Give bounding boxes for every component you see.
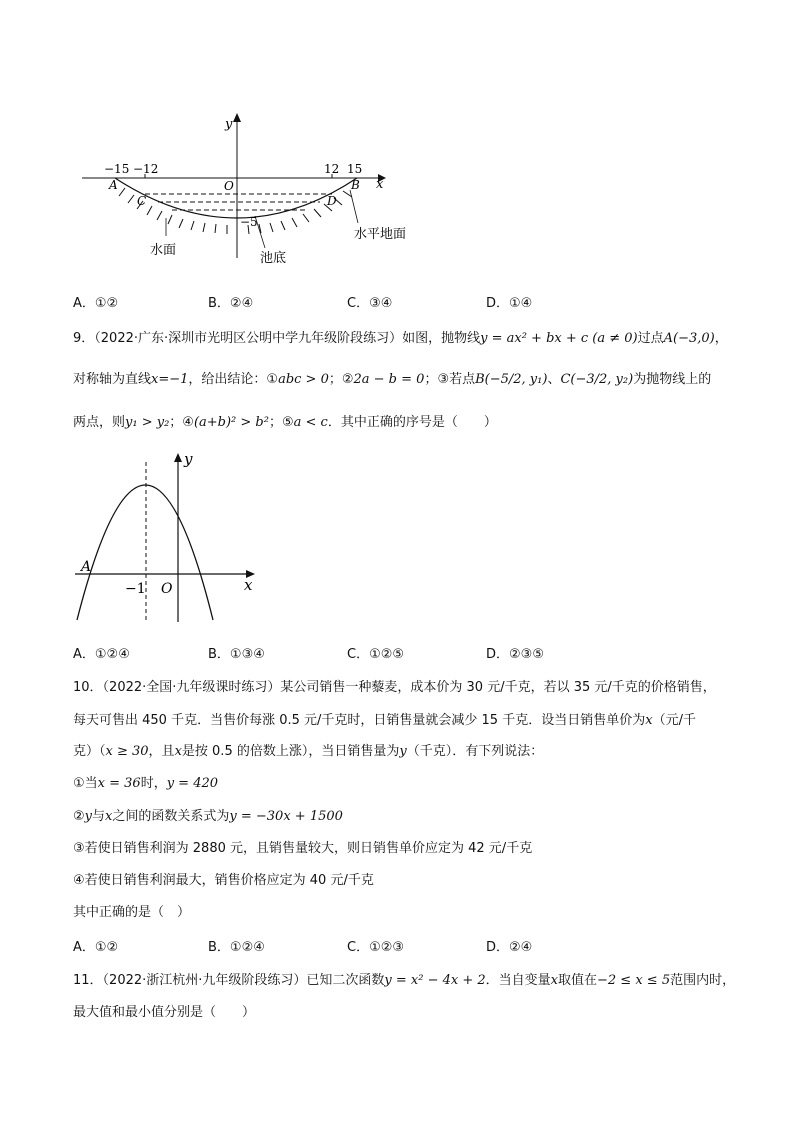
fig2-origin-label: O [161, 581, 173, 597]
q11-function: y = x² − 4x + 2 [384, 973, 486, 988]
fig2-neg1-label: −1 [125, 581, 146, 597]
tick-neg15: −15 [104, 162, 130, 176]
tick-pos12: 12 [324, 162, 340, 176]
ground-caption: 水平地面 [354, 227, 407, 242]
q10-ask: 其中正确的是（ ） [73, 905, 191, 920]
q9-line-1 [73, 330, 728, 348]
q9-text: ；③若点 [424, 372, 476, 387]
q9-text: ．其中正确的序号是（ ） [327, 415, 497, 430]
q9-point-b: B(−5/2, y₁) [475, 372, 548, 387]
parabola-figure [70, 450, 270, 628]
q9-option-b: B．①③④ [208, 647, 265, 662]
q9-conclusion-5: a < c [293, 415, 328, 430]
tick-neg12: −12 [133, 162, 159, 176]
q10-text: ，且 [148, 744, 175, 759]
q9-parabola-eq: y = ax² + bx + c (a ≠ 0) [480, 331, 638, 346]
q10-text: 时， [140, 776, 167, 791]
q9-option-d: D．②③⑤ [486, 647, 544, 662]
q9-point-a: A(−3,0) [663, 331, 715, 346]
y-axis-label: y [225, 117, 233, 132]
q8-option-d: D．①④ [486, 296, 533, 311]
q9-text: ；⑤ [268, 415, 294, 430]
q9-option-c: C．①②⑤ [347, 647, 405, 662]
q10-math: y = 420 [166, 776, 219, 791]
q8-option-c: C．③④ [347, 296, 393, 311]
q11-text: 取值在 [558, 973, 598, 988]
q9-conclusion-2: 2a − b = 0 [353, 372, 425, 387]
q10-text: 之间的函数关系式为 [112, 809, 230, 824]
q10-option-d: D．②④ [486, 940, 533, 955]
q9-text: ，给出结论：① [188, 372, 279, 387]
q9-text: 对称轴为直线 [73, 372, 152, 387]
q9-text: 为抛物线上的 [633, 372, 712, 387]
q9-text: 、 [547, 372, 561, 387]
q10-text: 每天可售出 450 千克．当售价每涨 0.5 元/千克时，日销售量就会减少 15 千克．设当日销售单价为 [73, 713, 646, 728]
q10-var-y: y [84, 809, 93, 824]
q10-var-y: y [399, 744, 407, 759]
q9-line-3 [73, 414, 497, 432]
q10-statement-1 [73, 775, 218, 793]
q9-conclusion-4: (a+b)² > b² [193, 415, 269, 430]
q11-text: 范围内时， [670, 973, 736, 988]
pool-figure [70, 108, 430, 268]
q8-option-b: B．②④ [208, 296, 254, 311]
fig2-point-a-label: A [81, 559, 92, 575]
q10-var-x: x [174, 744, 182, 759]
q10-var-x: x [645, 713, 653, 728]
q10-text: （元/千 [652, 713, 696, 728]
fig2-y-label: y [184, 450, 193, 468]
q10-statement-4: ④若使日销售利润最大，销售价格应定为 40 元/千克 [73, 873, 374, 888]
q11-range: −2 ≤ x ≤ 5 [597, 973, 671, 988]
q10-option-b: B．①②④ [208, 940, 265, 955]
q11-line-2: 最大值和最小值分别是（ ） [73, 1005, 256, 1020]
q10-condition: x ≥ 30 [105, 744, 149, 759]
pool-bottom-caption: 池底 [260, 251, 287, 266]
tick-neg5: −5 [240, 215, 258, 229]
water-surface-caption: 水面 [150, 243, 177, 258]
point-a-label: A [109, 178, 118, 192]
q10-line-3 [73, 743, 543, 761]
point-d-label: D [327, 194, 337, 208]
q10-text: ①当 [73, 776, 98, 791]
fig2-x-label: x [244, 576, 253, 594]
q9-comma: ， [714, 331, 728, 346]
q10-math: y = −30x + 1500 [229, 809, 343, 824]
q9-conclusion-1: abc > 0 [278, 372, 329, 387]
q10-text: ② [73, 809, 85, 824]
q9-text: 两点，则 [73, 415, 126, 430]
q9-conclusion-3: y₁ > y₂ [125, 415, 170, 430]
q9-point-c: C(−3/2, y₂) [560, 372, 634, 387]
q11-var-x: x [550, 973, 558, 988]
q10-option-c: C．①②③ [347, 940, 405, 955]
q10-text: 是按 0.5 的倍数上涨），当日销售量为 [181, 744, 400, 759]
point-b-label: B [351, 178, 360, 192]
q10-option-a: A．①② [73, 940, 119, 955]
tick-pos15: 15 [347, 162, 363, 176]
q10-text: 克）（ [73, 744, 106, 759]
q9-text: ；② [328, 372, 354, 387]
q10-math: x = 36 [97, 776, 141, 791]
q8-option-a: A．①② [73, 296, 119, 311]
q9-line-2 [73, 371, 711, 389]
q9-axis: x=−1 [151, 372, 189, 387]
q10-line-1: 10．（2022·全国·九年级课时练习）某公司销售一种藜麦，成本价为 30 元/千克，若以 35 元/千克的价格销售， [73, 680, 716, 695]
q9-prefix: 9．（2022·广东·深圳市光明区公明中学九年级阶段练习）如图，抛物线 [73, 331, 481, 346]
q10-statement-2 [73, 808, 343, 826]
q9-mid: 过点 [637, 331, 664, 346]
q9-option-a: A．①②④ [73, 647, 130, 662]
q11-text: 11．（2022·浙江杭州·九年级阶段练习）已知二次函数 [73, 973, 385, 988]
point-c-label: C [137, 194, 147, 208]
x-axis-label: x [376, 177, 384, 192]
q10-text: （千克）．有下列说法： [406, 744, 544, 759]
q10-statement-3: ③若使日销售利润为 2880 元，且销售量较大，则日销售单价应定为 42 元/千克 [73, 841, 533, 856]
q10-line-2 [73, 712, 696, 730]
q10-text: 与 [92, 809, 106, 824]
q11-text: ．当自变量 [485, 973, 551, 988]
q11-line-1 [73, 972, 735, 990]
q10-var-x: x [105, 809, 113, 824]
q9-text: ；④ [169, 415, 194, 430]
origin-label: O [224, 179, 234, 193]
